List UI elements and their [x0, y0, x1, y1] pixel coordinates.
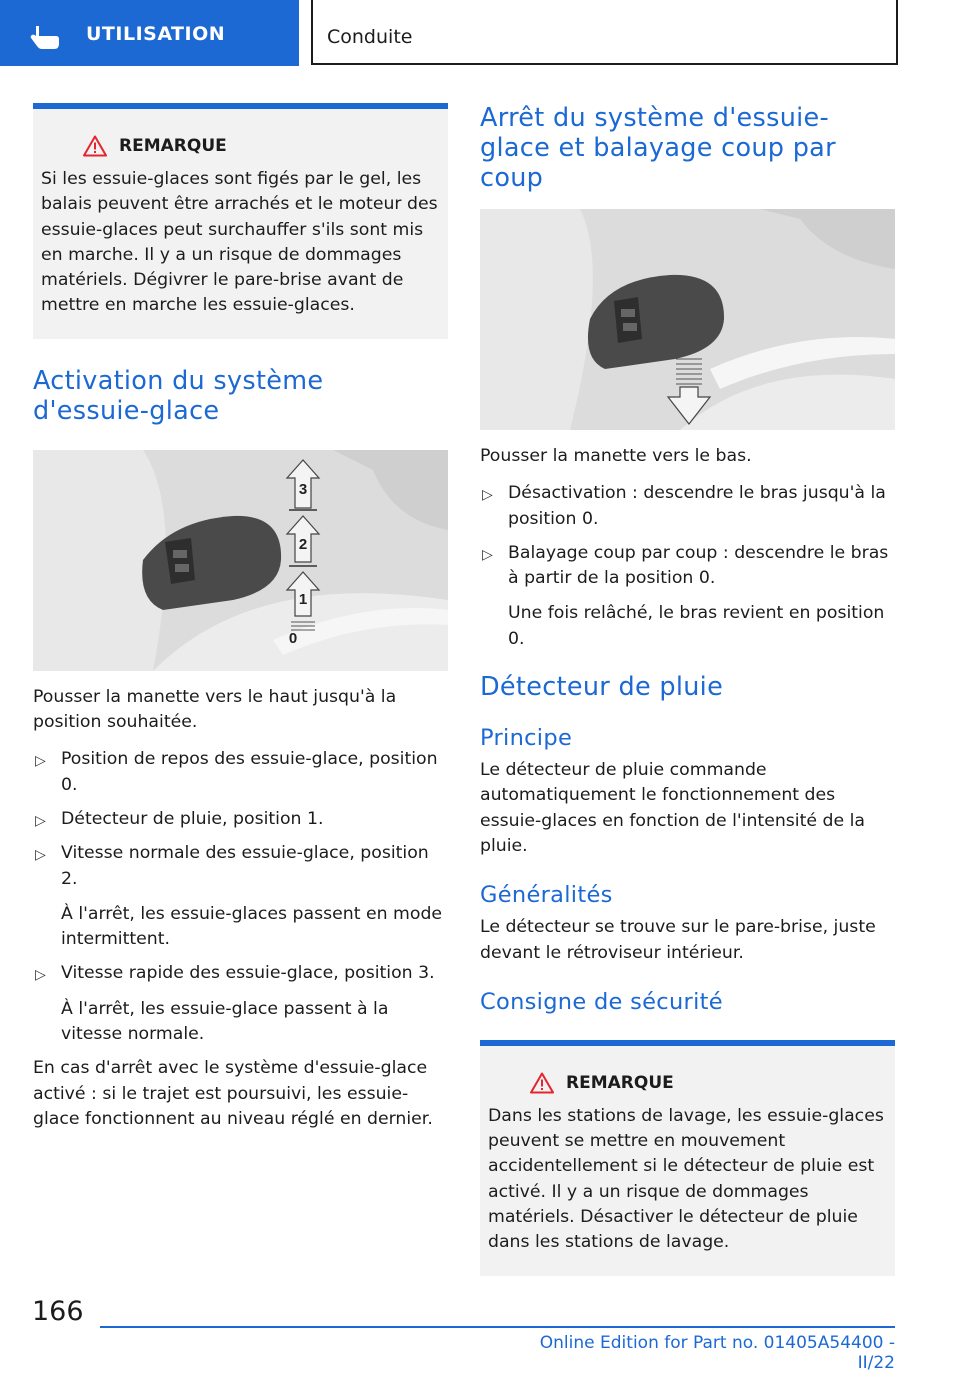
warning-triangle-icon [83, 135, 107, 157]
wiper-stalk-up-illustration [33, 450, 448, 671]
wiper-stalk-down-drawing [480, 209, 895, 430]
triangle-bullet-icon: ▷ [35, 753, 46, 770]
list-item [480, 481, 895, 532]
position-label: 2 [298, 535, 308, 553]
list-item-subtext: À l'arrêt, les essuie-glace passent à la vitesse normale. [61, 998, 389, 1045]
position-label: 1 [298, 590, 308, 608]
section-tab [0, 0, 299, 66]
list-item-text: Détecteur de pluie, position 1. [61, 808, 324, 829]
list-item-subtext: À l'arrêt, les essuie-glaces passent en mode intermittent. [61, 903, 443, 950]
warning-triangle-icon [530, 1072, 554, 1094]
wiper-stalk-up-drawing [33, 450, 448, 671]
general-heading: Généralités [480, 882, 613, 909]
general-text: Le détecteur se trouve sur le pare-brise, juste devant le rétroviseur intérieur. [480, 917, 876, 963]
footer-divider [100, 1326, 895, 1328]
list-item [33, 841, 448, 952]
intro-text: Pousser la manette vers le haut jusqu'à la position souhaitée. [33, 686, 397, 733]
notice-text: Si les essuie-glaces sont figés par le gel, les balais peuvent être arrachés et le moteur des essuie-glaces peut surchauffer s'ils sont mis en marche. Il y a un risque de dommages matériels. Dégivrer le pare-brise avant de mettre en marche les essuie-glaces. [41, 169, 438, 316]
list-item [33, 961, 448, 1047]
notice-text: Dans les stations de lavage, les essuie-glaces peuvent se mettre en mouvement accidentellement si le détecteur de pluie est activé. Il y a un risque de dommages matériels. Désactiver le détecteur de pluie dans les stations de lavage. [488, 1105, 884, 1253]
list-item [33, 747, 448, 798]
list-item-subtext: Une fois relâché, le bras revient en position 0. [508, 603, 885, 649]
notice-box [33, 103, 448, 339]
triangle-bullet-icon: ▷ [482, 487, 493, 504]
section-heading: Arrêt du système d'essuie-glace et balayage coup par coup [480, 103, 836, 193]
triangle-bullet-icon: ▷ [35, 967, 46, 984]
list-item-text: Vitesse normale des essuie-glace, position 2. [61, 843, 429, 889]
notice-title-text: REMARQUE [119, 136, 227, 156]
list-item-text: Désactivation : descendre le bras jusqu'à la position 0. [508, 483, 886, 529]
triangle-bullet-icon: ▷ [35, 812, 46, 829]
left-column [33, 103, 448, 1132]
list-item-text: Balayage coup par coup : descendre le bras à partir de la position 0. [508, 542, 889, 589]
list-item-text: Position de repos des essuie-glace, position 0. [61, 749, 438, 795]
principle-heading: Principe [480, 725, 573, 752]
position-list [480, 481, 895, 652]
principle-text: Le détecteur de pluie commande automatiquement le fonctionnement des essuie-glaces en fonction de l'intensité de la pluie. [480, 760, 865, 856]
chapter-box [311, 0, 898, 65]
right-column [480, 103, 895, 1276]
list-item-text: Vitesse rapide des essuie-glace, position 3. [61, 963, 435, 984]
triangle-bullet-icon: ▷ [35, 847, 46, 864]
position-list [33, 747, 448, 1047]
closing-text: En cas d'arrêt avec le système d'essuie-glace activé : si le trajet est poursuivi, les essuie-glace fonctionnent au niveau réglé en dernier. [33, 1058, 433, 1129]
hand-pointer-icon [30, 24, 60, 50]
notice-title [530, 1072, 885, 1094]
notice-title-text: REMARQUE [566, 1072, 674, 1093]
list-item [480, 541, 895, 652]
notice-title [83, 135, 438, 157]
safety-heading: Consigne de sécurité [480, 988, 723, 1015]
section-label: UTILISATION [86, 23, 226, 45]
intro-text: Pousser la manette vers le bas. [480, 446, 752, 466]
edition-text: Online Edition for Part no. 01405A54400 - II/22 [539, 1333, 895, 1373]
rain-sensor-heading: Détecteur de pluie [480, 672, 724, 703]
wiper-stalk-down-illustration [480, 209, 895, 430]
chapter-label: Conduite [327, 26, 413, 48]
triangle-bullet-icon: ▷ [482, 546, 493, 563]
page-number: 166 [32, 1296, 84, 1327]
position-label: 0 [288, 629, 298, 647]
notice-box [480, 1040, 895, 1276]
position-label: 3 [298, 480, 308, 498]
list-item [33, 807, 448, 832]
section-heading: Activation du système d'essuie-glace [33, 365, 324, 426]
